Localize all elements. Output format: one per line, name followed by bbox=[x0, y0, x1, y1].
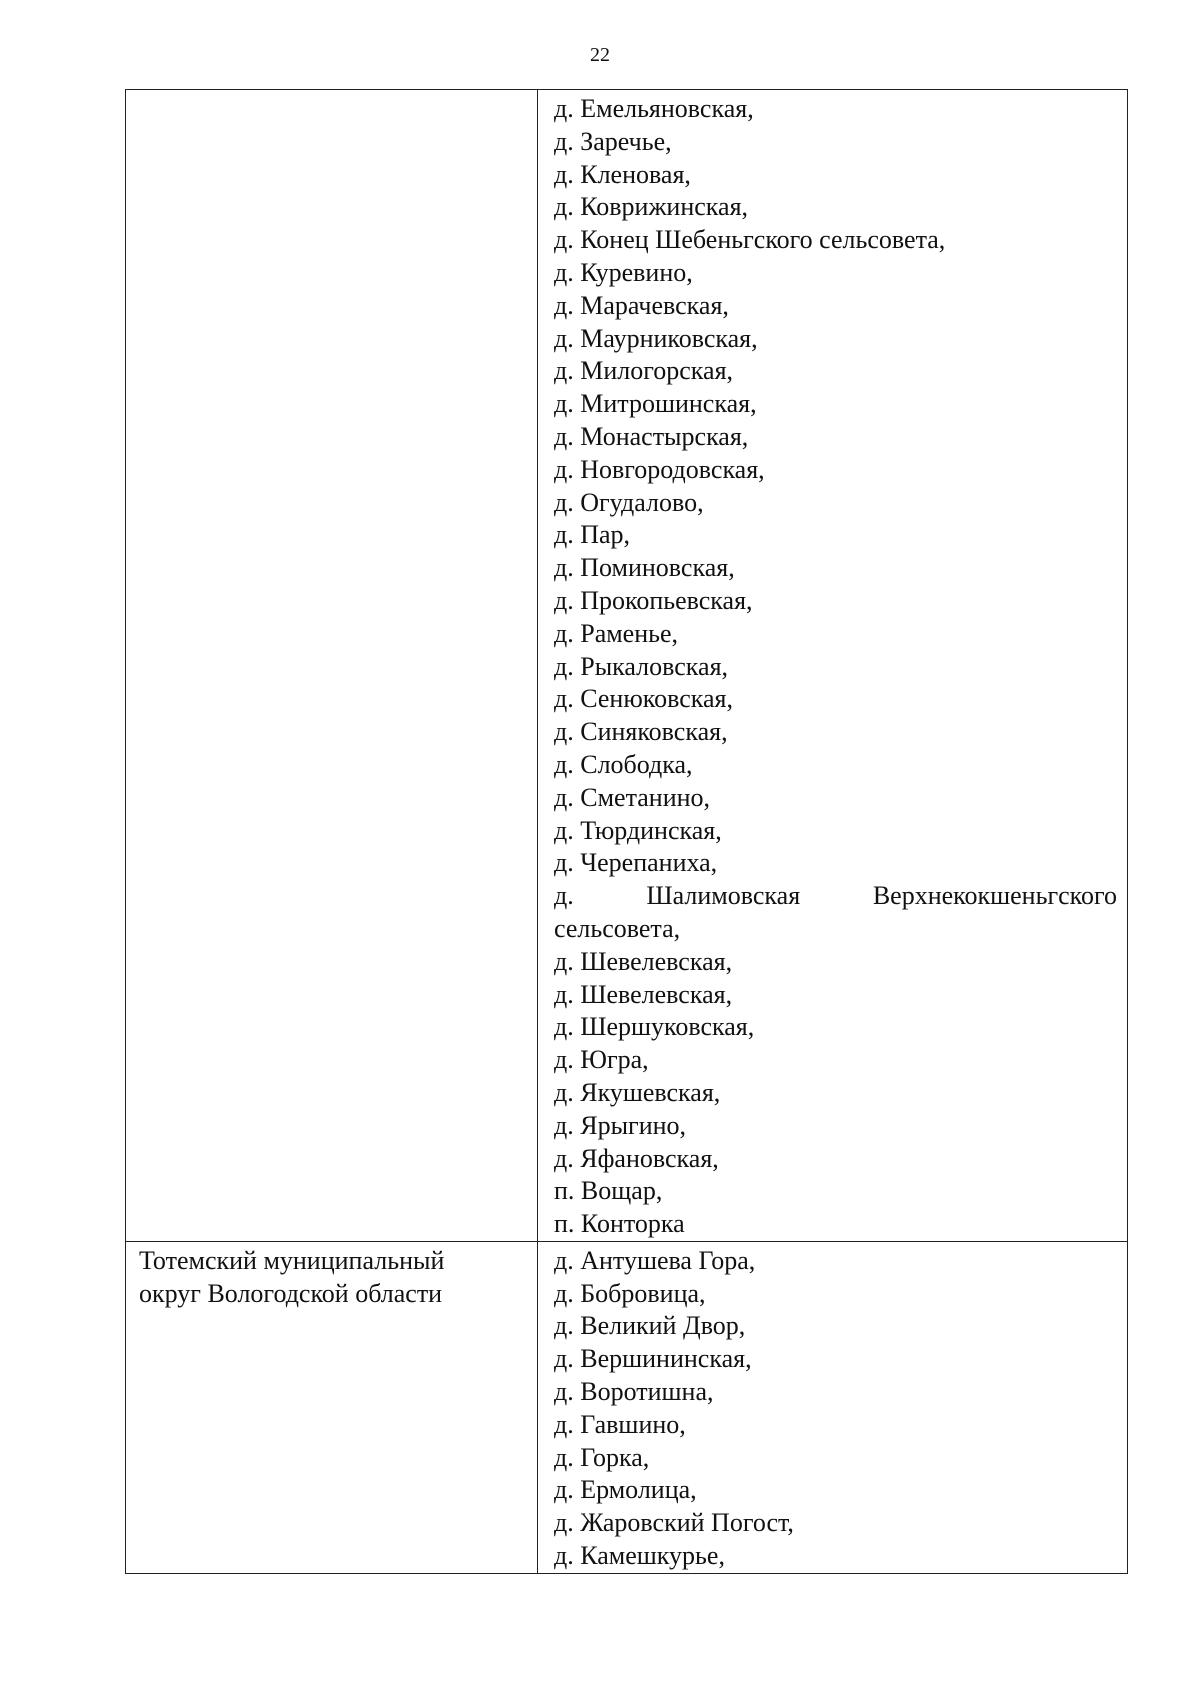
settlement-entry: д. Емельяновская, bbox=[554, 94, 754, 123]
settlement-entry: д. Якушевская, bbox=[554, 1077, 721, 1107]
table-row-continued bbox=[126, 90, 1128, 1242]
district-name-line: округ Вологодской области bbox=[139, 1278, 443, 1308]
settlement-entry: д. Шевелевская, bbox=[554, 946, 733, 976]
settlement-entry: д. Вершининская, bbox=[554, 1344, 752, 1374]
settlement-entry: п. Вощар, bbox=[554, 1176, 663, 1206]
settlement-entry: д. Огудалово, bbox=[554, 487, 704, 517]
settlement-entry: д. Синяковская, bbox=[554, 717, 728, 747]
district-cell-empty bbox=[126, 90, 538, 1242]
settlement-entry: д. Заречье, bbox=[554, 126, 672, 156]
settlement-entry: д. Поминовская, bbox=[554, 553, 735, 583]
settlement-entry: д. Великий Двор, bbox=[554, 1311, 746, 1341]
settlement-list bbox=[538, 1242, 1127, 1573]
settlement-entry: д. Слободка, bbox=[554, 749, 693, 779]
settlement-entry-part: Верхнекокшеньгского bbox=[872, 881, 1117, 911]
settlement-entry: д. Сенюковская, bbox=[554, 684, 733, 714]
settlement-entry-wrapped bbox=[554, 880, 1117, 913]
settlement-entry: д. Черепаниха, bbox=[554, 848, 718, 878]
settlement-entry: д. Горка, bbox=[554, 1442, 650, 1472]
settlement-entry: д. Конец Шебеньгского сельсовета, bbox=[554, 225, 946, 255]
table-row-totma bbox=[126, 1241, 1128, 1573]
settlement-entry: д. Камешкурье, bbox=[554, 1541, 725, 1571]
settlement-entry: д. Митрошинская, bbox=[554, 389, 757, 419]
settlement-entry: д. Прокопьевская, bbox=[554, 585, 753, 615]
district-name-line: Тотемский муниципальный bbox=[139, 1245, 445, 1275]
district-name bbox=[126, 1242, 537, 1311]
settlements-cell bbox=[538, 1241, 1128, 1573]
settlement-entry: д. Антушева Гора, bbox=[554, 1245, 756, 1275]
settlement-entry: д. Шевелевская, bbox=[554, 979, 733, 1009]
settlement-entry: д. Югра, bbox=[554, 1045, 649, 1075]
settlement-entry: д. Новгородовская, bbox=[554, 454, 765, 484]
settlements-table bbox=[125, 89, 1128, 1574]
settlement-entry: п. Конторка bbox=[554, 1209, 685, 1239]
settlement-entry: д. Кленовая, bbox=[554, 159, 691, 189]
settlement-entry: д. Сметанино, bbox=[554, 782, 711, 812]
settlement-entry: д. Ярыгино, bbox=[554, 1110, 687, 1140]
settlement-entry: д. Марачевская, bbox=[554, 290, 729, 320]
settlement-entry: д. Маурниковская, bbox=[554, 323, 758, 353]
settlement-entry: д. Коврижинская, bbox=[554, 192, 749, 222]
settlement-entry: д. Жаровский Погост, bbox=[554, 1508, 794, 1538]
settlement-list bbox=[538, 90, 1127, 1241]
settlement-entry: д. Пар, bbox=[554, 520, 631, 550]
settlement-entry: д. Яфановская, bbox=[554, 1143, 719, 1173]
page-number: 22 bbox=[590, 44, 610, 66]
settlement-entry: д. Раменье, bbox=[554, 618, 679, 648]
settlement-entry: д. Бобровица, bbox=[554, 1278, 706, 1308]
settlement-entry-part: д. bbox=[554, 881, 574, 911]
settlement-entry: д. Монастырская, bbox=[554, 421, 749, 451]
settlement-entry: д. Ермолица, bbox=[554, 1475, 697, 1505]
settlement-entry: сельсовета, bbox=[554, 913, 681, 943]
district-cell bbox=[126, 1241, 538, 1573]
settlement-entry: д. Милогорская, bbox=[554, 356, 734, 386]
settlement-entry: д. Куревино, bbox=[554, 257, 693, 287]
settlement-entry: д. Шершуковская, bbox=[554, 1012, 755, 1042]
settlement-entry: д. Рыкаловская, bbox=[554, 651, 729, 681]
settlement-entry-part: Шалимовская bbox=[646, 881, 801, 911]
settlements-cell bbox=[538, 90, 1128, 1242]
settlement-entry: д. Гавшино, bbox=[554, 1409, 686, 1439]
settlement-entry: д. Воротишна, bbox=[554, 1377, 714, 1407]
settlement-entry: д. Тюрдинская, bbox=[554, 815, 722, 845]
